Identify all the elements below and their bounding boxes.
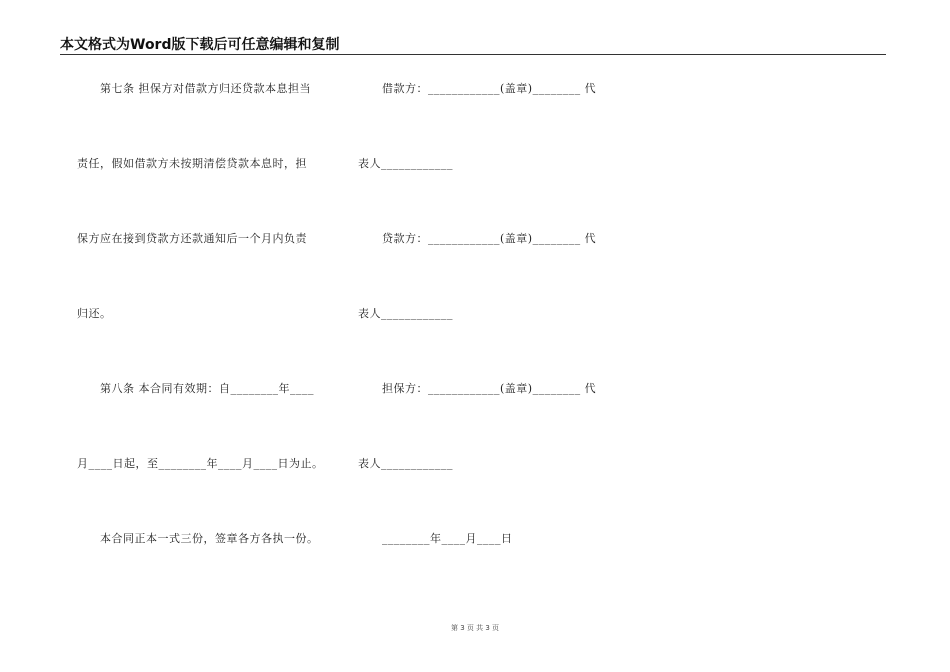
left-line-7: 本合同正本一式三份，签章各方各执一份。 — [100, 532, 319, 545]
left-line-5: 第八条 本合同有效期：自________年____ — [100, 382, 314, 395]
right-line-3: 贷款方：____________(盖章)________ 代 — [382, 232, 597, 245]
right-line-1: 借款方：____________(盖章)________ 代 — [382, 82, 597, 95]
right-line-7: ________年____月____日 — [382, 532, 513, 545]
right-line-4: 表人____________ — [358, 307, 453, 320]
left-line-6: 月____日起，至________年____月____日为止。 — [77, 457, 324, 470]
right-line-6: 表人____________ — [358, 457, 453, 470]
page-number: 第 3 页 共 3 页 — [450, 624, 500, 632]
right-line-2: 表人____________ — [358, 157, 453, 170]
document-header-title: 本文格式为Word版下载后可任意编辑和复制 — [60, 34, 886, 55]
right-line-5: 担保方：____________(盖章)________ 代 — [382, 382, 597, 395]
left-line-3: 保方应在接到贷款方还款通知后一个月内负责 — [77, 232, 307, 245]
left-line-4: 归还。 — [77, 307, 112, 320]
left-line-1: 第七条 担保方对借款方归还贷款本息担当 — [100, 82, 311, 95]
left-line-2: 责任，假如借款方未按期清偿贷款本息时，担 — [77, 157, 307, 170]
